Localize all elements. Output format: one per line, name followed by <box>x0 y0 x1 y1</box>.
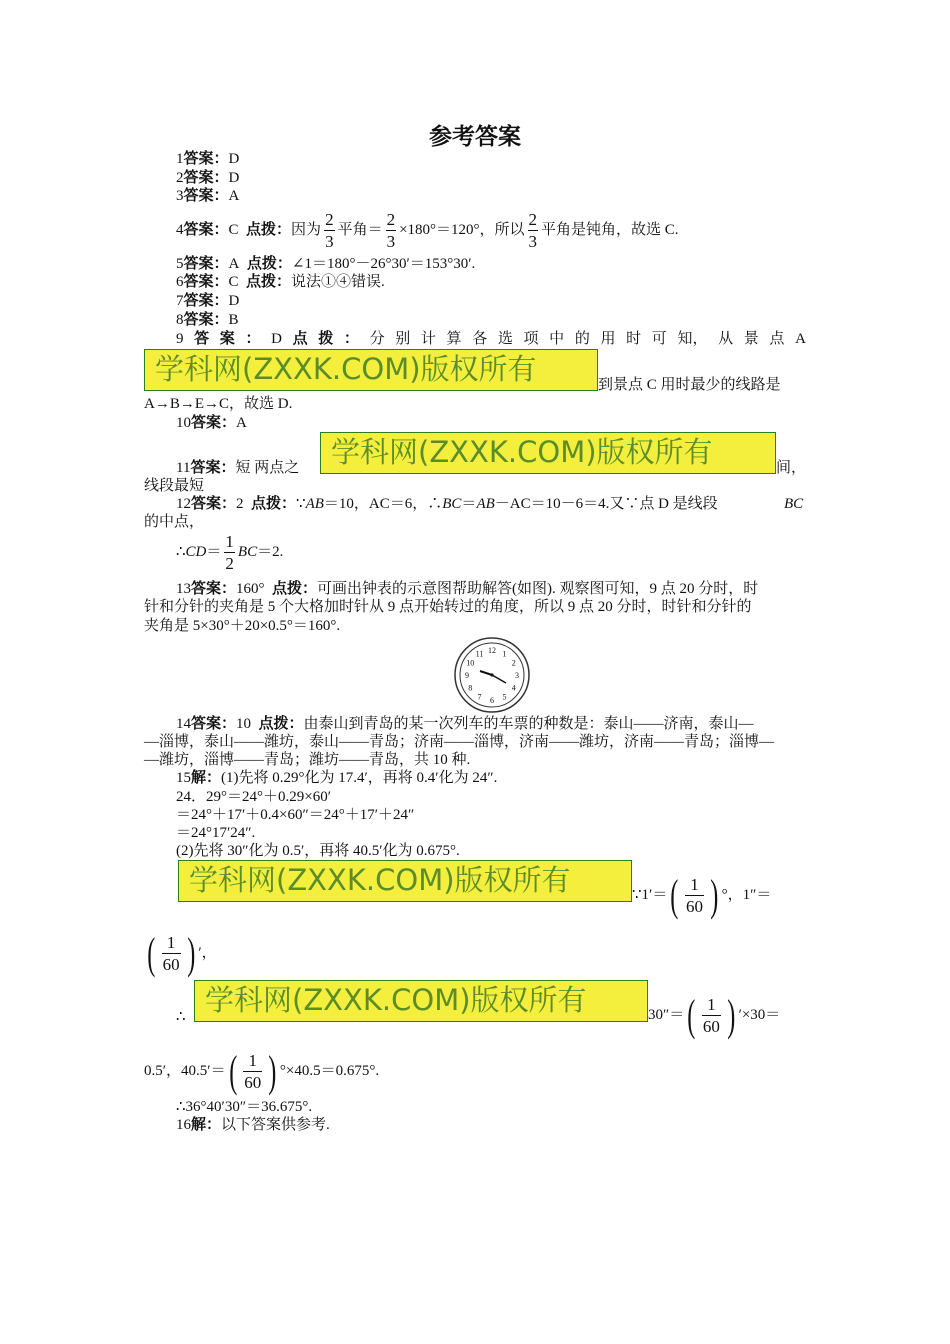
clock-numeral: 10 <box>466 658 475 668</box>
clock-numeral: 6 <box>490 696 494 705</box>
question-number: 1 <box>176 151 184 167</box>
answer-2 <box>176 169 239 188</box>
page-title: 参考答案 <box>429 124 521 149</box>
answer-7: 7答案：D <box>176 293 240 309</box>
answer-14-line3: —潍坊，淄博——青岛；潍坊——青岛，共 10 种. <box>144 752 471 768</box>
clock-numeral: 7 <box>477 692 482 702</box>
clock-numeral: 5 <box>502 692 507 702</box>
minute-hand <box>492 675 506 683</box>
fraction: $\frac{2}{3}$ <box>386 210 396 252</box>
answer-1 <box>176 150 239 169</box>
fraction: $\frac{2}{3}$ <box>528 210 538 252</box>
answer-12-line2: 的中点， <box>144 514 205 530</box>
question-number: 3 <box>176 188 184 204</box>
answer-15-line: ∵1′＝ ( $\frac{1}{60}$ ) °，1″＝ <box>632 870 772 920</box>
answer-label: 答案： <box>183 151 229 167</box>
answer-label: 答案： <box>183 188 229 204</box>
answer-value: D <box>228 170 240 186</box>
clock-diagram <box>452 636 532 714</box>
watermark-banner: 学科网(ZXXK.COM)版权所有 <box>320 432 776 474</box>
answer-13: 13答案：160° 点拨：可画出钟表的示意图帮助解答(如图). 观察图可知，9 点 20 分时，时 <box>176 581 759 597</box>
answer-15-line: ＝24°＋17′＋0.4×60″＝24°＋17′＋24″ <box>176 807 415 823</box>
answer-12-line3: ∴CD＝ $\frac{1}{2}$ BC＝2. <box>176 532 284 574</box>
answer-10: 10答案：A <box>176 415 247 431</box>
answer-label: 答案： <box>183 170 229 186</box>
answer-8: 8答案：B <box>176 312 239 328</box>
watermark-banner: 学科网(ZXXK.COM)版权所有 <box>144 349 598 391</box>
clock-numeral: 3 <box>515 671 519 680</box>
answer-12: 12答案：2 点拨：∵AB＝10，AC＝6，∴BC＝AB－AC＝10－6＝4.又∵点 D 是线段 <box>176 496 718 512</box>
answer-15-line: 0.5′，40.5′＝ ( $\frac{1}{60}$ ) °×40.5＝0.675°. <box>144 1046 380 1096</box>
answer-16: 16解：以下答案供参考. <box>176 1117 330 1133</box>
answer-9: 9 答 案 ： D 点 拨 ： 分 别 计 算 各 选 项 中 的 用 时 可 知， 从 景 点 A <box>176 331 806 347</box>
fraction: $\frac{2}{3}$ <box>325 210 334 252</box>
answer-15-line: ＝24°17′24″. <box>176 825 256 841</box>
answer-9-line2: 到景点 C 用时最少的线路是 <box>598 377 781 393</box>
answer-11-tail: 间， <box>776 460 807 476</box>
answer-15-line: ( $\frac{1}{60}$ ) ′， <box>147 928 217 978</box>
clock-numeral: 1 <box>502 649 507 659</box>
answer-11: 11答案：短 两点之 <box>176 460 300 476</box>
fraction: $\frac{1}{2}$ <box>225 532 234 574</box>
answer-14: 14答案：10 点拨：由泰山到青岛的某一次列车的车票的种数是：泰山——济南，泰山— <box>176 716 754 732</box>
answer-11-line2: 线段最短 <box>144 478 205 494</box>
answer-15-line: 30″＝ ( $\frac{1}{60}$ ) ′×30＝ <box>648 990 781 1040</box>
answer-15-line: ∴36°40′30″＝36.675°. <box>176 1099 313 1115</box>
answer-6: 6答案：C 点拨：说法①④错误. <box>176 274 385 290</box>
answer-value: D <box>228 151 240 167</box>
answer-5: 5答案：A 点拨：∠1＝180°－26°30′＝153°30′. <box>176 256 476 272</box>
answer-15-line: (2)先将 30″化为 0.5′，再将 40.5′化为 0.675°. <box>176 843 460 859</box>
question-number: 2 <box>176 170 184 186</box>
answer-15-therefore: ∴ <box>176 1009 186 1025</box>
clock-numeral: 4 <box>511 683 516 693</box>
answer-14-line2: —淄博，泰山——潍坊，泰山——青岛；济南——淄博，济南——潍坊，济南——青岛；淄博— <box>144 734 775 750</box>
watermark-banner: 学科网(ZXXK.COM)版权所有 <box>178 860 632 902</box>
answer-12-bc: BC <box>784 496 804 512</box>
clock-numeral: 12 <box>488 646 496 655</box>
answer-13-line2: 针和分针的夹角是 5 个大格加时针从 9 点开始转过的角度，所以 9 点 20 分时，时针和分针的 <box>144 599 752 615</box>
answer-15-line: 24．29°＝24°＋0.29×60′ <box>176 789 331 805</box>
watermark-banner: 学科网(ZXXK.COM)版权所有 <box>194 980 648 1022</box>
clock-numeral: 8 <box>468 683 473 693</box>
answer-4: 4答案：C 点拨：因为 $\frac{2}{3}$ 平角＝ $\frac{2}{3}$ ×180°＝120°，所以 $\frac{2}{3}$ 平角是钝角，故选 C. <box>176 210 679 252</box>
clock-numeral: 11 <box>475 649 484 659</box>
clock-numeral: 9 <box>465 671 469 680</box>
answer-9-line3: A→B→E→C，故选 D. <box>144 396 293 412</box>
answer-value: A <box>228 188 240 204</box>
hour-hand <box>480 671 492 675</box>
answer-13-line3: 夹角是 5×30°＋20×0.5°＝160°. <box>144 618 341 634</box>
clock-numeral: 2 <box>511 658 516 668</box>
answer-3 <box>176 187 239 206</box>
answer-15: 15解：(1)先将 0.29°化为 17.4′，再将 0.4′化为 24″. <box>176 770 498 786</box>
